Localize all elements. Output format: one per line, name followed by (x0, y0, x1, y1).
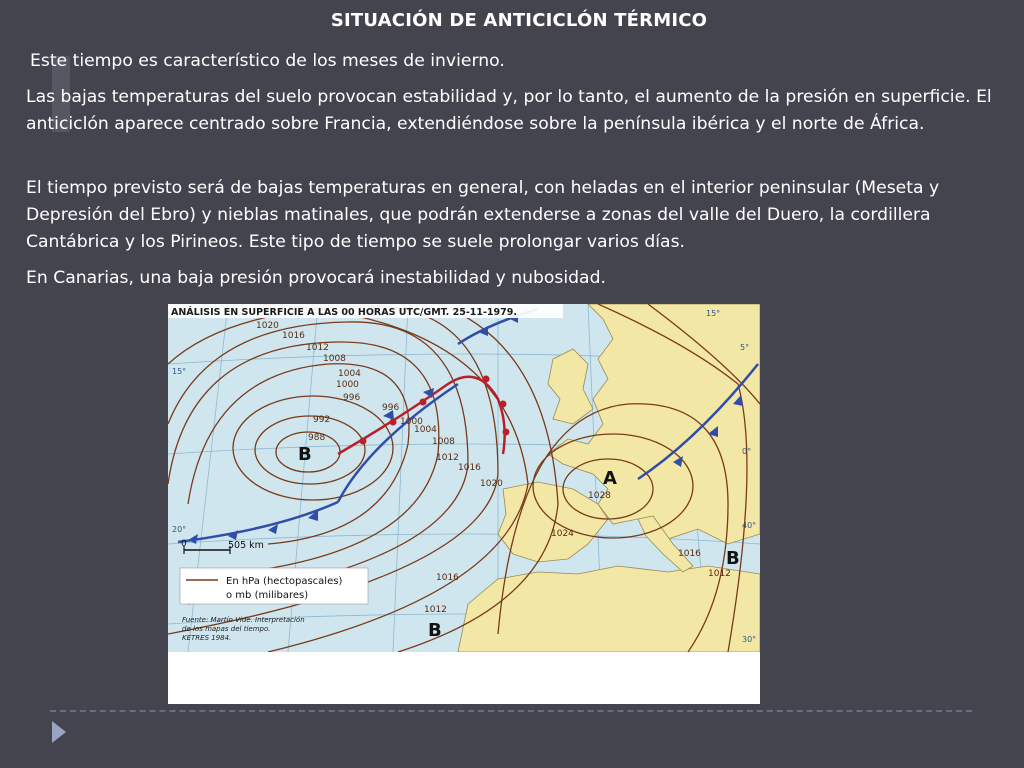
lat-label: 5° (740, 343, 750, 352)
source-line-1: Fuente: Martín Vide. Interpretación (182, 616, 305, 624)
isobar-label: 1012 (708, 569, 731, 579)
isobar-label: 1012 (424, 605, 447, 615)
low-pressure-label-south: B (428, 620, 442, 641)
slide-title: SITUACIÓN DE ANTICICLÓN TÉRMICO (330, 10, 708, 31)
isobar-label: 1024 (551, 529, 574, 539)
map-header: ANÁLISIS EN SUPERFICIE A LAS 00 HORAS UTC/GMT. 25-11-1979. (171, 307, 517, 318)
paragraph-3: El tiempo previsto será de bajas temperaturas en general, con heladas en el interior peninsular (Meseta y Depresión del Ebro) y nieblas matinales, que podrán extenderse a zonas del valle del Duero, la cordillera Cantábrica y los Pirineos. Este tipo de tiempo se suele prolongar varios días. (26, 178, 940, 252)
legend-line-2: o mb (milibares) (226, 590, 309, 601)
isobar-label: 1012 (306, 343, 329, 353)
isobar-label: 1008 (432, 437, 455, 447)
weather-map (168, 304, 760, 652)
weather-map-figure (168, 304, 760, 704)
isobar-label: 988 (308, 433, 326, 443)
isobar-label: 996 (382, 403, 400, 413)
next-slide-arrow-icon[interactable] (52, 721, 66, 743)
isobar-label: 1028 (588, 491, 611, 501)
isobar-label: 1012 (436, 453, 459, 463)
paragraph-1: Este tiempo es característico de los meses de invierno. (30, 51, 505, 71)
high-pressure-label: A (603, 468, 617, 489)
scale-start: 0 (181, 539, 187, 549)
low-pressure-label-east: B (726, 548, 740, 569)
isobar-label: 1020 (480, 479, 503, 489)
lat-label: 15° (706, 309, 721, 318)
isobar-label: 1004 (414, 425, 437, 435)
isobar-label: 992 (313, 415, 331, 425)
low-pressure-label: B (298, 444, 312, 465)
source-line-2: de los mapas del tiempo. (182, 625, 271, 633)
footer-divider (50, 710, 972, 712)
isobar-label: 1000 (400, 417, 423, 427)
lat-label: 20° (172, 525, 187, 534)
isobar-label: 1016 (678, 549, 701, 559)
scale-end: 505 km (228, 540, 264, 551)
isobar-label: 1000 (336, 380, 359, 390)
paragraph-2: Las bajas temperaturas del suelo provocan estabilidad y, por lo tanto, el aumento de la presión en superficie. El anticiclón aparece centrado sobre Francia, extendiéndose sobre la península ibérica y el norte de África. (26, 87, 992, 134)
lat-label: 0° (742, 447, 752, 456)
source-line-3: KETRES 1984. (182, 634, 232, 642)
isobar-label: 996 (343, 393, 361, 403)
isobar-label: 1020 (256, 321, 279, 331)
map-legend (180, 568, 368, 604)
isobar-label: 1016 (458, 463, 481, 473)
lat-label: 30° (742, 635, 757, 644)
isobar-label: 1016 (282, 331, 305, 341)
lat-label: 15° (172, 367, 187, 376)
isobar-label: 1008 (323, 354, 346, 364)
paragraph-4: En Canarias, una baja presión provocará inestabilidad y nubosidad. (26, 268, 606, 288)
isobar-label: 1004 (338, 369, 361, 379)
lat-label: 40° (742, 521, 757, 530)
legend-line-1: En hPa (hectopascales) (226, 576, 343, 587)
isobar-label: 1016 (436, 573, 459, 583)
